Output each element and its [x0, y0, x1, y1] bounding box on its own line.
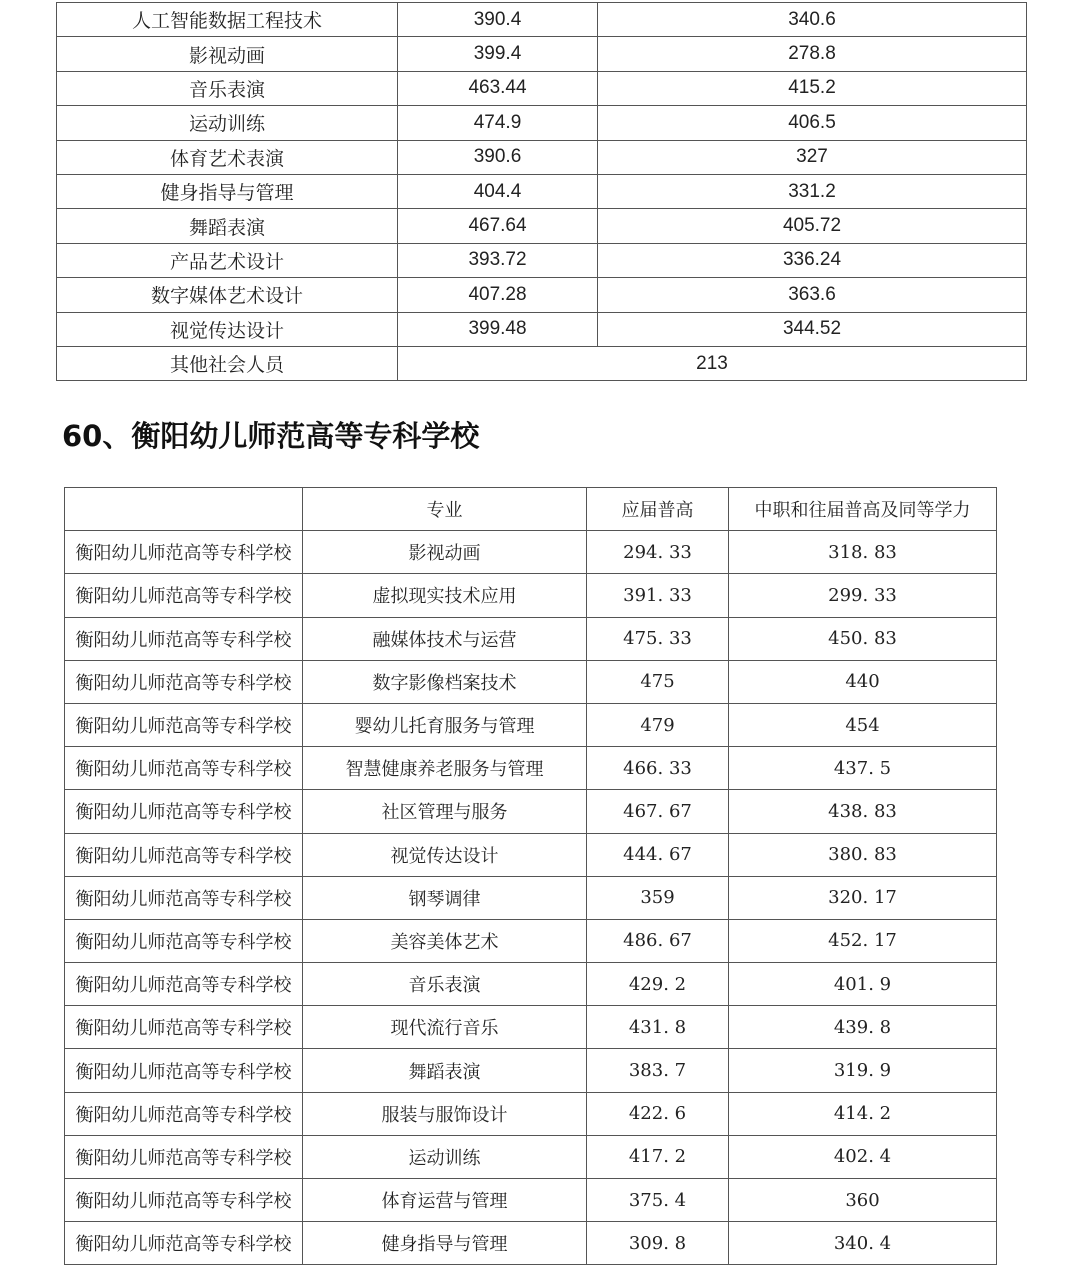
table-row	[57, 243, 1027, 277]
table-row	[57, 278, 1027, 312]
score-fresh-cell: 417. 2	[587, 1135, 729, 1178]
score-other-cell: 402. 4	[729, 1135, 997, 1178]
table-row	[65, 833, 997, 876]
table-row	[65, 1222, 997, 1265]
score-fresh-cell: 467. 67	[587, 790, 729, 833]
header-cell-major: 专业	[303, 488, 587, 531]
major-cell: 数字影像档案技术	[303, 660, 587, 703]
score-fresh-cell: 431. 8	[587, 1006, 729, 1049]
major-cell: 人工智能数据工程技术	[57, 3, 398, 37]
table-row	[65, 1135, 997, 1178]
major-cell: 视觉传达设计	[303, 833, 587, 876]
score-other-cell: 438. 83	[729, 790, 997, 833]
major-cell: 虚拟现实技术应用	[303, 574, 587, 617]
score-fresh-cell: 399.48	[398, 312, 598, 346]
major-cell: 钢琴调律	[303, 876, 587, 919]
school-cell: 衡阳幼儿师范高等专科学校	[65, 833, 303, 876]
score-fresh-cell: 474.9	[398, 106, 598, 140]
major-cell: 社区管理与服务	[303, 790, 587, 833]
major-cell: 数字媒体艺术设计	[57, 278, 398, 312]
school-cell: 衡阳幼儿师范高等专科学校	[65, 1092, 303, 1135]
score-other-cell: 401. 9	[729, 963, 997, 1006]
score-other-cell: 380. 83	[729, 833, 997, 876]
school-cell: 衡阳幼儿师范高等专科学校	[65, 919, 303, 962]
score-fresh-cell: 383. 7	[587, 1049, 729, 1092]
score-other-cell: 454	[729, 703, 997, 746]
major-cell: 音乐表演	[303, 963, 587, 1006]
school-cell: 衡阳幼儿师范高等专科学校	[65, 660, 303, 703]
score-other-cell: 320. 17	[729, 876, 997, 919]
school-cell: 衡阳幼儿师范高等专科学校	[65, 747, 303, 790]
table-row	[65, 703, 997, 746]
table-row	[65, 876, 997, 919]
table-row	[57, 209, 1027, 243]
score-fresh-cell: 391. 33	[587, 574, 729, 617]
table-row	[57, 37, 1027, 71]
score-other-cell: 327	[598, 140, 1027, 174]
score-other-cell: 299. 33	[729, 574, 997, 617]
major-cell: 体育艺术表演	[57, 140, 398, 174]
score-fresh-cell: 359	[587, 876, 729, 919]
table-row	[65, 1049, 997, 1092]
major-cell: 健身指导与管理	[303, 1222, 587, 1265]
major-cell: 婴幼儿托育服务与管理	[303, 703, 587, 746]
major-cell: 视觉传达设计	[57, 312, 398, 346]
score-fresh-cell: 390.4	[398, 3, 598, 37]
score-table-bottom	[64, 487, 997, 1265]
score-other-cell: 450. 83	[729, 617, 997, 660]
major-cell: 运动训练	[303, 1135, 587, 1178]
score-fresh-cell: 467.64	[398, 209, 598, 243]
table-row	[65, 747, 997, 790]
score-other-cell: 340.6	[598, 3, 1027, 37]
school-cell: 衡阳幼儿师范高等专科学校	[65, 617, 303, 660]
score-other-cell: 406.5	[598, 106, 1027, 140]
score-other-cell: 331.2	[598, 174, 1027, 208]
score-fresh-cell: 475	[587, 660, 729, 703]
major-cell: 健身指导与管理	[57, 174, 398, 208]
score-other-cell: 452. 17	[729, 919, 997, 962]
score-other-cell: 414. 2	[729, 1092, 997, 1135]
score-other-cell: 344.52	[598, 312, 1027, 346]
major-cell: 现代流行音乐	[303, 1006, 587, 1049]
score-fresh-cell: 479	[587, 703, 729, 746]
table-row	[57, 71, 1027, 105]
score-other-cell: 439. 8	[729, 1006, 997, 1049]
score-table-top	[56, 2, 1027, 381]
school-cell: 衡阳幼儿师范高等专科学校	[65, 790, 303, 833]
score-fresh-cell: 466. 33	[587, 747, 729, 790]
table-row	[57, 312, 1027, 346]
table-row	[65, 617, 997, 660]
table-row	[65, 660, 997, 703]
score-fresh-cell: 375. 4	[587, 1179, 729, 1222]
table-row	[65, 531, 997, 574]
major-cell: 音乐表演	[57, 71, 398, 105]
school-cell: 衡阳幼儿师范高等专科学校	[65, 1006, 303, 1049]
school-cell: 衡阳幼儿师范高等专科学校	[65, 1222, 303, 1265]
school-cell: 衡阳幼儿师范高等专科学校	[65, 574, 303, 617]
major-cell: 影视动画	[57, 37, 398, 71]
major-cell: 产品艺术设计	[57, 243, 398, 277]
table-row	[57, 106, 1027, 140]
header-cell-other: 中职和往届普高及同等学力	[729, 488, 997, 531]
table-header-row	[65, 488, 997, 531]
score-fresh-cell: 422. 6	[587, 1092, 729, 1135]
major-cell: 舞蹈表演	[57, 209, 398, 243]
score-fresh-cell: 475. 33	[587, 617, 729, 660]
major-cell: 舞蹈表演	[303, 1049, 587, 1092]
score-other-cell: 437. 5	[729, 747, 997, 790]
score-other-cell: 360	[729, 1179, 997, 1222]
score-fresh-cell: 404.4	[398, 174, 598, 208]
school-cell: 衡阳幼儿师范高等专科学校	[65, 963, 303, 1006]
table-row	[65, 963, 997, 1006]
score-fresh-cell: 407.28	[398, 278, 598, 312]
score-fresh-cell: 390.6	[398, 140, 598, 174]
score-fresh-cell: 444. 67	[587, 833, 729, 876]
score-other-cell: 440	[729, 660, 997, 703]
other-value-cell: 213	[398, 346, 1027, 380]
score-fresh-cell: 486. 67	[587, 919, 729, 962]
score-fresh-cell: 429. 2	[587, 963, 729, 1006]
school-cell: 衡阳幼儿师范高等专科学校	[65, 1179, 303, 1222]
score-other-cell: 415.2	[598, 71, 1027, 105]
major-cell: 服装与服饰设计	[303, 1092, 587, 1135]
score-fresh-cell: 393.72	[398, 243, 598, 277]
table-row	[65, 574, 997, 617]
major-cell: 美容美体艺术	[303, 919, 587, 962]
score-other-cell: 336.24	[598, 243, 1027, 277]
table-row	[65, 1092, 997, 1135]
major-cell: 体育运营与管理	[303, 1179, 587, 1222]
score-other-cell: 318. 83	[729, 531, 997, 574]
section-title: 60、衡阳幼儿师范高等专科学校	[62, 419, 480, 453]
score-other-cell: 278.8	[598, 37, 1027, 71]
major-cell: 融媒体技术与运营	[303, 617, 587, 660]
score-other-cell: 340. 4	[729, 1222, 997, 1265]
table-row	[65, 1179, 997, 1222]
other-label-cell: 其他社会人员	[57, 346, 398, 380]
table-row	[57, 140, 1027, 174]
header-cell-fresh: 应届普高	[587, 488, 729, 531]
score-other-cell: 319. 9	[729, 1049, 997, 1092]
table-row	[65, 790, 997, 833]
score-fresh-cell: 309. 8	[587, 1222, 729, 1265]
table-row	[65, 919, 997, 962]
school-cell: 衡阳幼儿师范高等专科学校	[65, 1049, 303, 1092]
major-cell: 运动训练	[57, 106, 398, 140]
score-other-cell: 405.72	[598, 209, 1027, 243]
table-row	[65, 1006, 997, 1049]
score-fresh-cell: 399.4	[398, 37, 598, 71]
score-fresh-cell: 463.44	[398, 71, 598, 105]
table-row	[57, 3, 1027, 37]
score-fresh-cell: 294. 33	[587, 531, 729, 574]
header-cell-school	[65, 488, 303, 531]
school-cell: 衡阳幼儿师范高等专科学校	[65, 703, 303, 746]
school-cell: 衡阳幼儿师范高等专科学校	[65, 1135, 303, 1178]
score-other-cell: 363.6	[598, 278, 1027, 312]
school-cell: 衡阳幼儿师范高等专科学校	[65, 531, 303, 574]
major-cell: 智慧健康养老服务与管理	[303, 747, 587, 790]
table-row-other	[57, 346, 1027, 380]
school-cell: 衡阳幼儿师范高等专科学校	[65, 876, 303, 919]
table-row	[57, 174, 1027, 208]
major-cell: 影视动画	[303, 531, 587, 574]
